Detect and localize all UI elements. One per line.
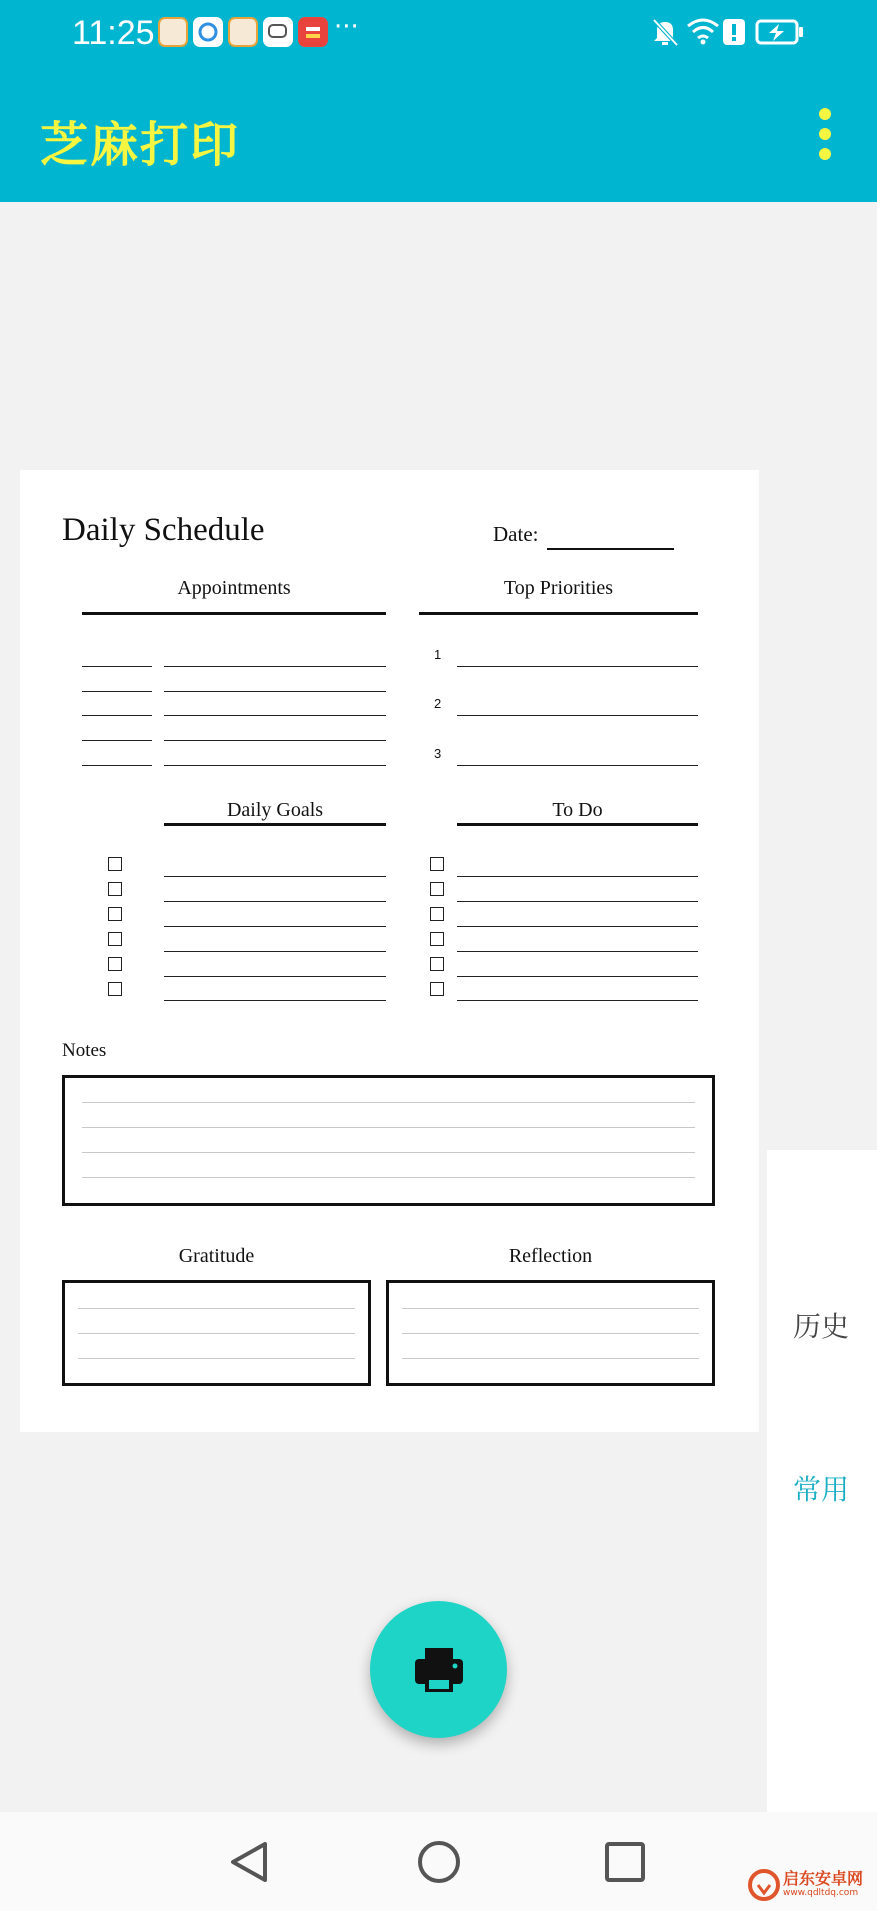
category-drawer: [767, 1150, 877, 1812]
recents-icon[interactable]: [597, 1834, 653, 1890]
goal-checkbox: [108, 882, 122, 896]
time-line: [82, 765, 152, 766]
appointment-line: [164, 666, 386, 667]
watermark-url: www.qdltdq.com: [783, 1888, 859, 1898]
todo-line: [457, 901, 698, 902]
watermark-text: 启东安卓网: [783, 1869, 864, 1888]
divider: [419, 612, 698, 615]
print-button[interactable]: [370, 1601, 507, 1738]
todo-line: [457, 951, 698, 952]
date-label: Date:: [493, 522, 539, 546]
priority-line: [457, 666, 698, 667]
menu-dot: [819, 128, 831, 140]
printer-icon: [370, 1601, 507, 1738]
top-priorities-heading: Top Priorities: [503, 577, 614, 599]
notes-line: [82, 1102, 695, 1103]
time-line: [82, 666, 152, 667]
goal-checkbox: [108, 932, 122, 946]
reflection-line: [402, 1358, 699, 1359]
time-line: [82, 715, 152, 716]
muted-bell-icon: [651, 16, 679, 48]
menu-dot: [819, 148, 831, 160]
wifi-icon: [686, 16, 720, 46]
alert-icon: [722, 16, 746, 48]
goal-checkbox: [108, 957, 122, 971]
todo-line: [457, 926, 698, 927]
priority-number: 2: [434, 696, 442, 711]
reader-icon: [298, 17, 328, 47]
priority-number: 1: [434, 647, 442, 662]
status-bar: [0, 0, 877, 70]
todo-checkbox: [430, 857, 444, 871]
reflection-line: [402, 1333, 699, 1334]
reflection-heading: Reflection: [508, 1245, 593, 1267]
goal-line: [164, 901, 386, 902]
todo-checkbox: [430, 882, 444, 896]
gratitude-line: [78, 1333, 355, 1334]
goal-checkbox: [108, 982, 122, 996]
to-do-heading: To Do: [552, 799, 603, 821]
document-title: Daily Schedule: [62, 512, 265, 548]
browser-icon: [193, 17, 223, 47]
goal-checkbox: [108, 907, 122, 921]
date-line: [547, 548, 674, 550]
priority-line: [457, 765, 698, 766]
priority-number: 3: [434, 746, 442, 761]
menu-dot: [819, 108, 831, 120]
home-icon[interactable]: [411, 1834, 467, 1890]
notes-line: [82, 1177, 695, 1178]
watermark-logo-icon: [747, 1868, 781, 1902]
back-icon[interactable]: [223, 1834, 279, 1890]
site-watermark: [745, 1866, 877, 1906]
status-time: 11:25: [72, 14, 155, 52]
chat-icon: [263, 17, 293, 47]
taobao-icon: [158, 17, 188, 47]
priority-line: [457, 715, 698, 716]
divider: [457, 823, 698, 826]
todo-line: [457, 876, 698, 877]
more-notifications-icon: ···: [334, 12, 359, 42]
time-line: [82, 740, 152, 741]
goal-line: [164, 976, 386, 977]
goal-line: [164, 951, 386, 952]
todo-checkbox: [430, 932, 444, 946]
app-header: [0, 0, 877, 202]
divider: [82, 612, 386, 615]
appointment-line: [164, 715, 386, 716]
notes-box: [62, 1075, 715, 1206]
time-line: [82, 691, 152, 692]
appointments-heading: Appointments: [177, 577, 291, 599]
goal-line: [164, 1000, 386, 1001]
notes-line: [82, 1127, 695, 1128]
drawer-item-history[interactable]: 历史: [793, 1310, 850, 1343]
gratitude-line: [78, 1358, 355, 1359]
divider: [164, 823, 386, 826]
goal-checkbox: [108, 857, 122, 871]
todo-checkbox: [430, 957, 444, 971]
goal-line: [164, 926, 386, 927]
app-title: 芝麻打印: [40, 117, 241, 173]
appointment-line: [164, 740, 386, 741]
taobao-icon: [228, 17, 258, 47]
document-preview[interactable]: [20, 470, 759, 1432]
gratitude-line: [78, 1308, 355, 1309]
more-options-button[interactable]: [810, 108, 840, 160]
gratitude-heading: Gratitude: [178, 1245, 255, 1267]
reflection-line: [402, 1308, 699, 1309]
battery-charging-icon: [755, 16, 805, 48]
drawer-item-common[interactable]: 常用: [793, 1473, 850, 1506]
appointment-line: [164, 691, 386, 692]
notes-heading: Notes: [62, 1040, 107, 1061]
goal-line: [164, 876, 386, 877]
todo-line: [457, 976, 698, 977]
appointment-line: [164, 765, 386, 766]
notes-line: [82, 1152, 695, 1153]
todo-checkbox: [430, 982, 444, 996]
todo-checkbox: [430, 907, 444, 921]
daily-goals-heading: Daily Goals: [226, 799, 324, 821]
todo-line: [457, 1000, 698, 1001]
